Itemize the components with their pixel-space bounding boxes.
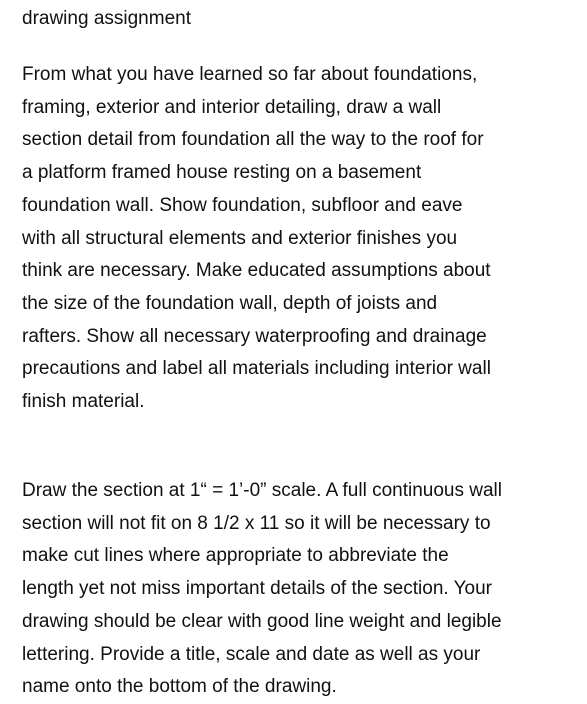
text-line: From what you have learned so far about foundations,: [22, 64, 478, 85]
text-line: lettering. Provide a title, scale and date as well as your: [22, 643, 481, 665]
text-line: length yet not miss important details of the section. Your: [22, 578, 492, 600]
text-line: rafters. Show all necessary waterproofing and drainage: [22, 325, 487, 347]
text-line: the size of the foundation wall, depth of joists and: [22, 292, 438, 314]
text-line: name onto the bottom of the drawing.: [22, 676, 337, 698]
text-line: section detail from foundation all the way to the roof for: [22, 129, 484, 151]
text-line: Draw the section at 1“ = 1’-0” scale. A full continuous wall: [22, 480, 502, 501]
text-line: finish material.: [22, 391, 145, 413]
paragraph-instructions: [22, 59, 570, 419]
paragraph-scale-requirements: [22, 475, 570, 704]
text-line: foundation wall. Show foundation, subfloor and eave: [22, 194, 463, 216]
text-line: a platform framed house resting on a basement: [22, 162, 422, 184]
text-line: with all structural elements and exterior finishes you: [22, 227, 458, 249]
text-line: framing, exterior and interior detailing, draw a wall: [22, 96, 442, 118]
text-line: precautions and label all materials including interior wall: [22, 358, 491, 380]
text-line: section will not fit on 8 1/2 x 11 so it will be necessary to: [22, 512, 491, 534]
text-line: think are necessary. Make educated assumptions about: [22, 260, 491, 282]
text-line: drawing should be clear with good line weight and legible: [22, 610, 502, 632]
text-line: make cut lines where appropriate to abbreviate the: [22, 545, 449, 567]
document-title: drawing assignment: [22, 8, 191, 29]
